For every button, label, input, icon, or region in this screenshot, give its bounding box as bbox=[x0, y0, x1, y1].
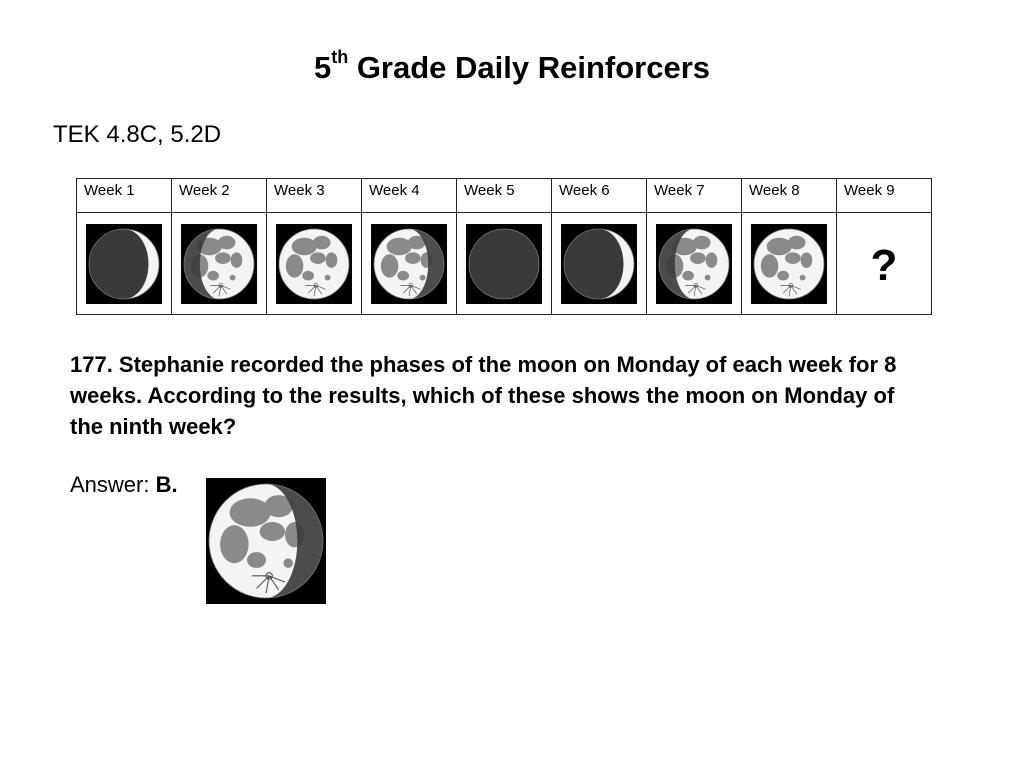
unknown-moon-cell bbox=[837, 213, 932, 315]
moon-cell bbox=[267, 213, 362, 315]
waning-gibbous-moon-image bbox=[371, 224, 447, 304]
answer-letter: B. bbox=[155, 472, 178, 497]
moon-phase-table bbox=[76, 178, 932, 315]
moon-cell bbox=[362, 213, 457, 315]
week-header: Week 1 bbox=[77, 179, 172, 213]
week-header: Week 9 bbox=[837, 179, 932, 213]
title-superscript: th bbox=[331, 46, 349, 67]
answer-label: Answer: bbox=[70, 472, 156, 497]
moon-image-row bbox=[77, 213, 932, 315]
question-text: 177. Stephanie recorded the phases of the moon on Monday of each week for 8 weeks. According to the results, which of these shows the moon on Monday of the ninth week? bbox=[70, 352, 897, 439]
week-header: Week 5 bbox=[457, 179, 552, 213]
week-header: Week 8 bbox=[742, 179, 837, 213]
week-header: Week 4 bbox=[362, 179, 457, 213]
waxing-crescent-moon-image bbox=[561, 224, 637, 304]
moon-cell bbox=[742, 213, 837, 315]
waxing-crescent-moon-image bbox=[86, 224, 162, 304]
moon-cell bbox=[457, 213, 552, 315]
waxing-gibbous-moon-image bbox=[181, 224, 257, 304]
moon-cell bbox=[647, 213, 742, 315]
question-mark: ? bbox=[870, 240, 898, 290]
week-header: Week 6 bbox=[552, 179, 647, 213]
answer-moon-image bbox=[206, 478, 326, 609]
tek-standard: TEK 4.8C, 5.2D bbox=[53, 121, 222, 148]
answer-line bbox=[70, 472, 178, 498]
week-header-row bbox=[77, 179, 932, 213]
full-moon-moon-image bbox=[751, 224, 827, 304]
new-moon-moon-image bbox=[466, 224, 542, 304]
full-moon-moon-image bbox=[276, 224, 352, 304]
waning-gibbous-moon-image bbox=[206, 478, 326, 604]
moon-cell bbox=[172, 213, 267, 315]
moon-cell bbox=[77, 213, 172, 315]
title-text: Grade Daily Reinforcers bbox=[348, 50, 711, 85]
waxing-gibbous-moon-image bbox=[656, 224, 732, 304]
moon-cell bbox=[552, 213, 647, 315]
week-header: Week 2 bbox=[172, 179, 267, 213]
week-header: Week 7 bbox=[647, 179, 742, 213]
page-title bbox=[0, 46, 1024, 86]
week-header: Week 3 bbox=[267, 179, 362, 213]
title-number: 5 bbox=[313, 50, 332, 85]
